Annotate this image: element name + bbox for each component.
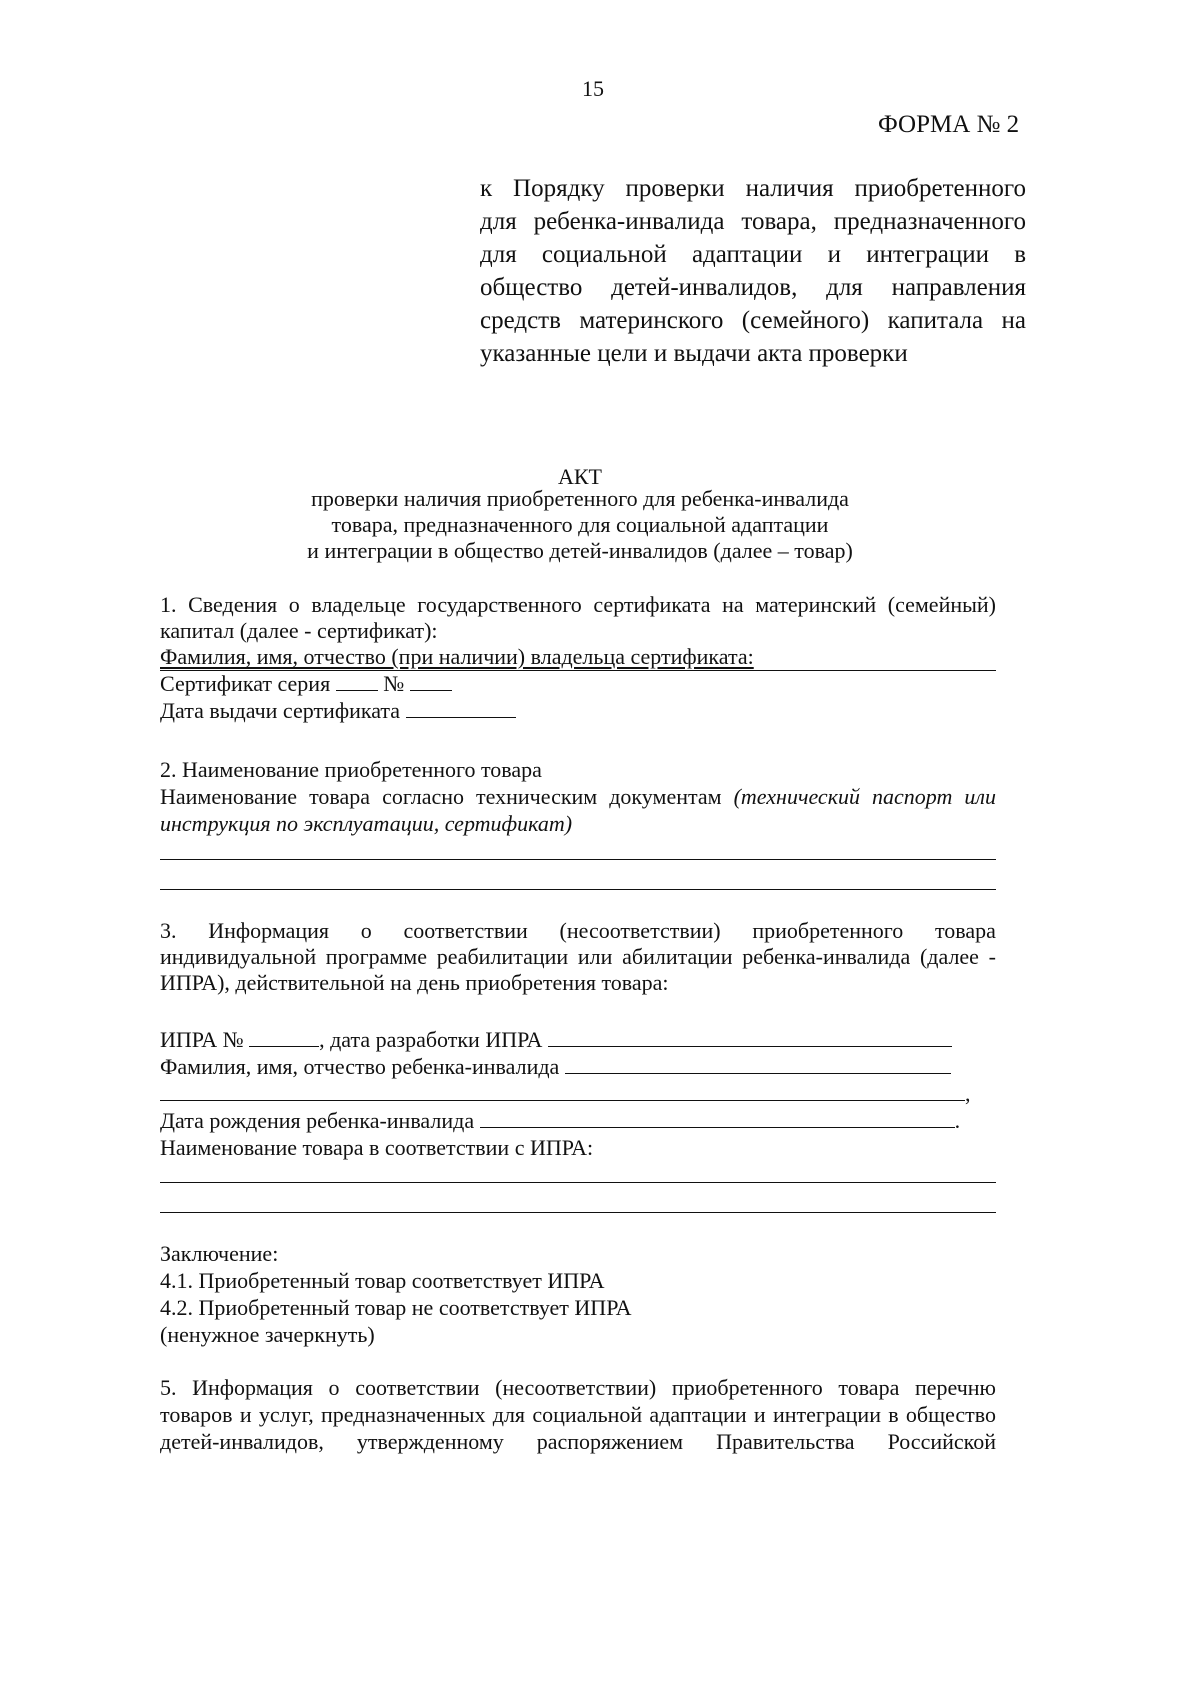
section-2-text: Наименование товара согласно техническим документам [160, 784, 722, 809]
form-label: ФОРМА № 2 [878, 111, 1020, 138]
section-3 [160, 918, 996, 996]
section-2-heading: 2. Наименование приобретенного товара [160, 757, 542, 782]
ipra-number-label: ИПРА № [160, 1027, 244, 1052]
comma: , [965, 1081, 971, 1106]
appendix-line: указанные цели и выдачи акта проверки [480, 340, 908, 367]
period: . [954, 1108, 961, 1133]
appendix-line: для ребенка-инвалида товара, предназначенного [480, 208, 1026, 235]
section-5 [160, 1374, 996, 1455]
subtitle-line: проверки наличия приобретенного для ребенка-инвалида [311, 486, 849, 511]
section-5-line: товаров и услуг, предназначенных для социальной адаптации и интеграции в общество [160, 1402, 996, 1427]
section-1-line: капитал (далее - сертификат): [160, 618, 438, 643]
section-5-line: детей-инвалидов, утвержденному распоряжением Правительства Российской [160, 1429, 996, 1454]
child-fio-label: Фамилия, имя, отчество ребенка-инвалида [160, 1054, 560, 1079]
goods-ipra-label: Наименование товара в соответствии с ИПРА: [160, 1135, 594, 1160]
section-3-line-1 [160, 918, 996, 944]
page-number: 15 [582, 76, 604, 101]
document-subtitle [160, 486, 1000, 564]
word: (несоответствии) [559, 918, 721, 943]
cert-number-label: № [383, 671, 405, 696]
cert-series-field[interactable] [336, 670, 378, 691]
issue-date-label: Дата выдачи сертификата [160, 698, 401, 723]
cert-series-row [160, 670, 996, 697]
word: товара [934, 918, 996, 943]
appendix-line: средств материнского (семейного) капитала на [480, 307, 1026, 334]
owner-fio-label: Фамилия, имя, отчество (при наличии) владельца сертификата: [160, 644, 754, 669]
birth-date-row [160, 1107, 996, 1134]
word: Информация [208, 918, 330, 943]
appendix-line: для социальной адаптации и интеграции в [480, 241, 1026, 268]
section-2-italic-line: инструкция по эксплуатации, сертификат) [160, 811, 573, 836]
word: соответствии [403, 918, 528, 943]
birth-date-field[interactable] [480, 1107, 955, 1128]
child-fio-row [160, 1053, 996, 1080]
conclusion-item[interactable]: 4.1. Приобретенный товар соответствует ИПРА [160, 1268, 605, 1293]
section-1-line: 1. Сведения о владельце государственного сертификата на материнский (семейный) [160, 592, 996, 617]
section-2 [160, 756, 996, 837]
ipra-date-label: , дата разработки ИПРА [319, 1027, 543, 1052]
subtitle-line: и интеграции в общество детей-инвалидов (далее – товар) [307, 538, 853, 563]
child-fio-field[interactable] [565, 1053, 951, 1074]
section-1 [160, 592, 996, 724]
section-3-line: индивидуальной программе реабилитации или абилитации ребенка-инвалида (далее - [160, 944, 996, 969]
section-2-italic: (технический паспорт или [733, 784, 996, 809]
birth-date-label: Дата рождения ребенка-инвалида [160, 1108, 475, 1133]
ipra-number-field[interactable] [249, 1026, 319, 1047]
goods-ipra-field-1[interactable] [160, 1182, 996, 1183]
child-fio-field-2[interactable] [160, 1080, 965, 1101]
conclusion-heading: Заключение: [160, 1241, 279, 1266]
cert-number-field[interactable] [410, 670, 452, 691]
word: 3. [160, 918, 177, 943]
conclusion-note: (ненужное зачеркнуть) [160, 1322, 375, 1347]
subtitle-line: товара, предназначенного для социальной адаптации [331, 512, 829, 537]
section-5-line: 5. Информация о соответствии (несоответствии) приобретенного товара перечню [160, 1375, 996, 1400]
owner-fio-field[interactable] [160, 670, 996, 671]
section-3-line: ИПРА), действительной на день приобретения товара: [160, 970, 669, 995]
goods-name-field-2[interactable] [160, 889, 996, 890]
section-4 [160, 1240, 996, 1348]
ipra-date-field[interactable] [548, 1026, 952, 1047]
appendix-line: общество детей-инвалидов, для направления [480, 274, 1026, 301]
appendix-line: к Порядку проверки наличия приобретенного [480, 175, 1026, 202]
conclusion-item[interactable]: 4.2. Приобретенный товар не соответствует ИПРА [160, 1295, 632, 1320]
goods-ipra-field-2[interactable] [160, 1212, 996, 1213]
issue-date-row [160, 697, 996, 724]
word: приобретенного [752, 918, 904, 943]
word: о [360, 918, 372, 943]
issue-date-field[interactable] [406, 697, 516, 718]
section-2-line [160, 783, 996, 810]
document-title: АКТ [558, 464, 602, 489]
appendix-block [480, 172, 1026, 370]
child-fio-continue-row [160, 1080, 996, 1107]
cert-series-label: Сертификат серия [160, 671, 331, 696]
ipra-fields [160, 1026, 996, 1161]
ipra-row [160, 1026, 996, 1053]
goods-name-field-1[interactable] [160, 859, 996, 860]
